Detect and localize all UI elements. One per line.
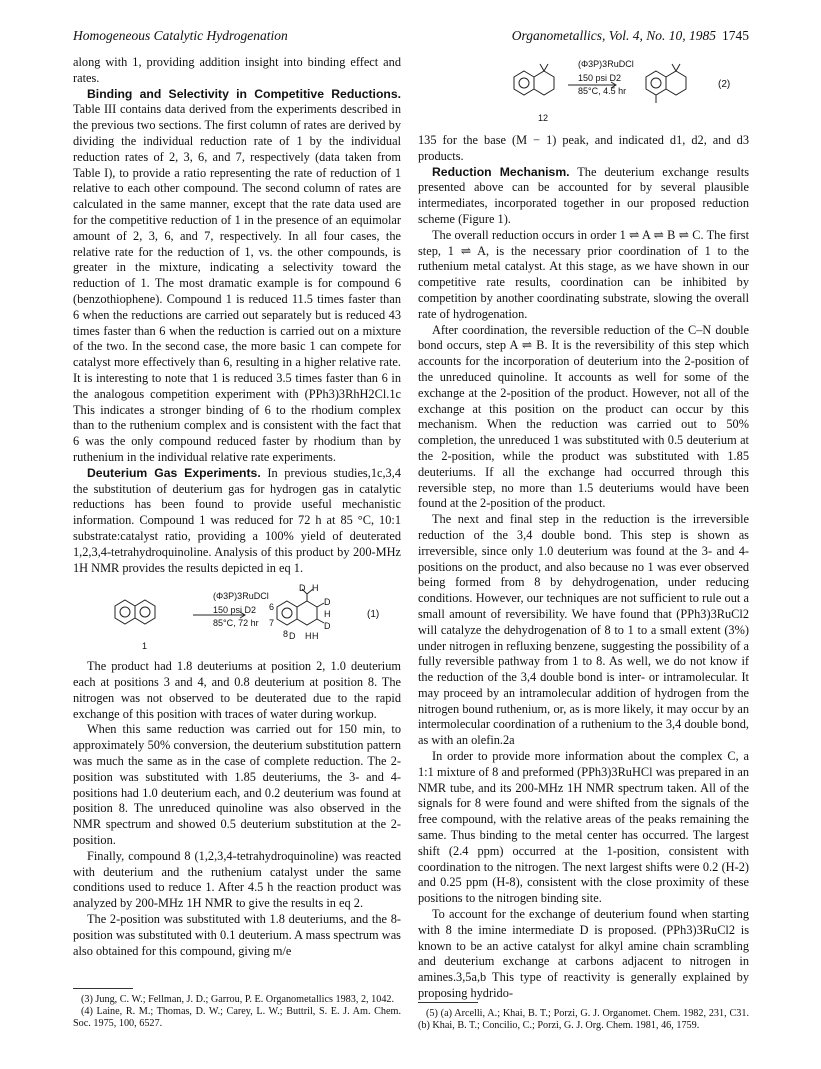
footnotes-right bbox=[418, 1008, 749, 1032]
position-label: H bbox=[312, 583, 319, 594]
position-label: 7 bbox=[269, 618, 275, 629]
page-number: 1745 bbox=[722, 28, 749, 43]
paragraph: The product had 1.8 deuteriums at position 2, 1.0 deuterium each at positions 3 and 4, and 0.8 deuterium at position 8. The nitrogen was not observed to be deuterated due to the rapid exchange of this position with traces of water during workup. bbox=[73, 659, 401, 721]
eq1-conditions: 85°C, 72 hr bbox=[213, 618, 259, 629]
equation-number: (1) bbox=[367, 609, 380, 621]
eq2-pressure: 150 psi D2 bbox=[578, 73, 622, 83]
footnote-rule bbox=[73, 988, 133, 989]
paragraph bbox=[73, 466, 401, 577]
eq1-pressure: 150 psi D2 bbox=[213, 605, 257, 616]
equation-1 bbox=[73, 583, 401, 653]
paragraph: After coordination, the reversible reduction of the C–N double bond occurs, step A ⇌ B. It is the reversibility of this step which accounts for the incorporation of deuterium into the 2-position of the unreduced quinoline. It accounts as well for some of the exchange at the 2-position of the product. However, not all of the exchange at this position on the product can occur by this mechanism. When the reduction was carried out to 50% completion, the unreduced 1 was substituted with 0.5 deuterium at the 2-position, while the product was substituted with 1.85 deuteriums. If all the exchange had occurred through this reversible step, no more than 1.5 deuteriums would have been found at the 2-position of the product. bbox=[418, 322, 749, 511]
paragraph: along with 1, providing addition insight into binding effect and rates. bbox=[73, 55, 401, 85]
paragraph: The overall reduction occurs in order 1 ⇌ A ⇌ B ⇌ C. The first step, 1 ⇌ A, is the necessary prior coordination of 1 to the ruthenium metal catalyst. At this stage, as we have shown in our competitive rate results, coordination can be inhibited by competition by another coordinating substrate, slowing the overall rate of hydrogenation. bbox=[418, 227, 749, 321]
equation-2 bbox=[418, 53, 749, 127]
paragraph: The next and final step in the reduction is the irreversible reduction of the 3,4 double bond. This step is shown as irreversible, since only 1.0 deuterium was found at the 3- and 4-positions on the product, and also because no 1 was ever observed being formed from 8 by dehydrogenation, under reducing conditions. However, our techniques are not sufficient to rule out a small amount of reversibility. We have found that (PPh3)3RuCl2 will catalyze the dehydrogenation of 8 to 1 to a small extent (3%) under nitrogen in refluxing benzene, suggesting the possibility of a fully reversible pathway from 1 to 8. As well, we do not know if the reduction of the 3,4 double bond is inter- or intramolecular. It may proceed by an intramolecular addition of hydrogen from the nitrogen bound ruthenium, or, as is more likely, it may occur by an intermolecular coordination of a ruthenium to the 3,4 double bond, as with an olefin.2a bbox=[418, 512, 749, 748]
section-heading: Binding and Selectivity in Competitive Reductions. bbox=[87, 86, 401, 101]
footnote-rule bbox=[418, 1002, 478, 1003]
paragraph: When this same reduction was carried out for 150 min, to approximately 50% conversion, the deuterium substitution pattern was much the same as in the case of complete reduction. The 2-position was substituted with 1.85 deuteriums, the 3- and 4-positions had 1.0 deuterium each, and 0.2 deuterium was found at position 8. The unreduced quinoline was also observed in the NMR spectrum and showed 0.5 deuterium substitution at the 2-position. bbox=[73, 722, 401, 848]
header-journal: Organometallics, Vol. 4, No. 10, 1985 bbox=[511, 28, 716, 43]
position-label: H bbox=[312, 631, 319, 642]
paragraph-text: The deuterium exchange results presented above can be accounted for by several plausible intermediates, incorporated together in our proposed reduction scheme (Figure 1). bbox=[418, 164, 749, 226]
running-header bbox=[73, 28, 749, 44]
compound-label: 12 bbox=[538, 113, 549, 123]
paragraph bbox=[418, 165, 749, 228]
equation-number: (2) bbox=[718, 79, 731, 90]
paragraph-text: Table III contains data derived from the experiments described in the previous two sections. The first column of rates are derived by dividing the individual reduction rate of 1 by the individual reduction rates of 2, 3, 6, and 7, respectively (data taken from Table I), to provide a ratio representing the rate of reduction of 1 relative to each other compound. The second column of rates are calculated in the same manner, except that the rate data used are for the competitive reduction of 1 in the presence of an equimolar amount of 2, 3, 6, and 7, respectively. In all four cases, the relative rate for the reduction of 1, vs. the other compounds, is greater in the mixture, indicating a selectivity toward the reduction of 1. The most dramatic example is for compound 6 (benzothiophene). Compound 1 is reduced 11.5 times faster than 6 when the reductions are carried out separately but is reduced 43 times faster than 6 when the reduction is carried out on a mixture of the two. In the second case, the more basic 1 can compete for catalyst more effectively than 6, resulting in a higher relative rate. It is interesting to note that 1 is reduced 3.5 times faster than 6 in the analogous competition experiment with (PPh3)3RhH2Cl.1c This indicates a stronger binding of 6 to the rhodium complex than to the ruthenium complex and is consistent with the fact that 6 was the only compound reduced faster by rhodium than by ruthenium in the individual relative rate experiments. bbox=[73, 102, 401, 464]
eq2-catalyst: (Φ3P)3RuDCl bbox=[578, 59, 634, 69]
compound-label: 1 bbox=[142, 641, 148, 652]
position-label: H bbox=[305, 631, 312, 642]
footnote: (3) Jung, C. W.; Fellman, J. D.; Garrou, P. E. Organometallics 1983, 2, 1042. bbox=[81, 994, 395, 1005]
header-journal-section: Homogeneous Catalytic Hydrogenation bbox=[73, 28, 288, 43]
section-heading: Reduction Mechanism. bbox=[432, 164, 570, 179]
paragraph bbox=[73, 87, 401, 466]
footnotes-left bbox=[73, 994, 401, 1031]
position-label: H bbox=[324, 609, 331, 620]
position-label: 8 bbox=[283, 629, 289, 640]
paragraph: In order to provide more information about the complex C, a 1:1 mixture of 8 and preformed (PPh3)3RuHCl was prepared in an NMR tube, and its 200-MHz 1H NMR spectrum taken. All of the signals for 8 were found and were shifted from the signals of the free compound, with the relative areas of the peaks remaining the same. Thus binding to the metal center has occurred. The largest shift (2.4 ppm) occurred at the 1-position, consistent with coordination to the nitrogen. The next largest shifts were 0.2 (H-2) and 0.25 ppm (H-8), consistent with the close proximity of these positions to the nitrogen binding site. bbox=[418, 749, 749, 906]
position-label: D bbox=[289, 631, 296, 642]
paragraph: 135 for the base (M − 1) peak, and indicated d1, d2, and d3 products. bbox=[418, 133, 749, 163]
footnote: (5) (a) Arcelli, A.; Khai, B. T.; Porzi, G. J. Organomet. Chem. 1982, 231, C31. (b) Khai, B. T.; Concilio, C.; Porzi, G. J. Org. Chem. 1981, 46, 1759. bbox=[418, 1008, 749, 1032]
right-column bbox=[418, 53, 749, 1002]
eq2-conditions: 85°C, 4.5 hr bbox=[578, 86, 627, 96]
paragraph: Finally, compound 8 (1,2,3,4-tetrahydroquinoline) was reacted with deuterium and the ruthenium catalyst under the same conditions used to reduce 1. After 4.5 h the reaction product was analyzed by 200-MHz 1H NMR to give the results in eq 2. bbox=[73, 848, 401, 911]
position-label: 6 bbox=[269, 602, 275, 613]
position-label: D bbox=[299, 583, 306, 594]
header-citation bbox=[512, 28, 749, 44]
section-heading: Deuterium Gas Experiments. bbox=[87, 465, 261, 480]
paragraph: The 2-position was substituted with 1.8 deuteriums, and the 8-position was substituted with 0.1 deuterium. A mass spectrum was also obtained for this compound, giving m/e bbox=[73, 912, 401, 958]
footnote: (4) Laine, R. M.; Thomas, D. W.; Carey, L. W.; Buttril, S. E. J. Am. Chem. Soc. 1975, 100, 6527. bbox=[73, 1006, 401, 1030]
position-label: D bbox=[324, 621, 331, 632]
left-column bbox=[73, 55, 401, 959]
position-label: D bbox=[324, 597, 331, 608]
paragraph: To account for the exchange of deuterium found when starting with 8 the imine intermediate D is proposed. (PPh3)3RuCl2 is known to be an active catalyst for alkyl amine chain scrambling and deuterium exchange at carbons adjacent to nitrogen in amines.3,5a,b This type of reactivity is generally explained by proposing hydrido- bbox=[418, 907, 749, 1001]
eq1-catalyst: (Φ3P)3RuDCl bbox=[213, 591, 269, 602]
paragraph-text: In previous studies,1c,3,4 the substitution of deuterium gas for hydrogen gas in catalytic reductions has been found to provide useful mechanistic information. Compound 1 was reduced for 72 h at 85 °C, 10:1 substrate:catalyst ratio, providing a 100% yield of deuterated 1,2,3,4-tetrahydroquinoline. Analysis of this product by 200-MHz 1H NMR provides the results depicted in eq 1. bbox=[73, 465, 401, 575]
